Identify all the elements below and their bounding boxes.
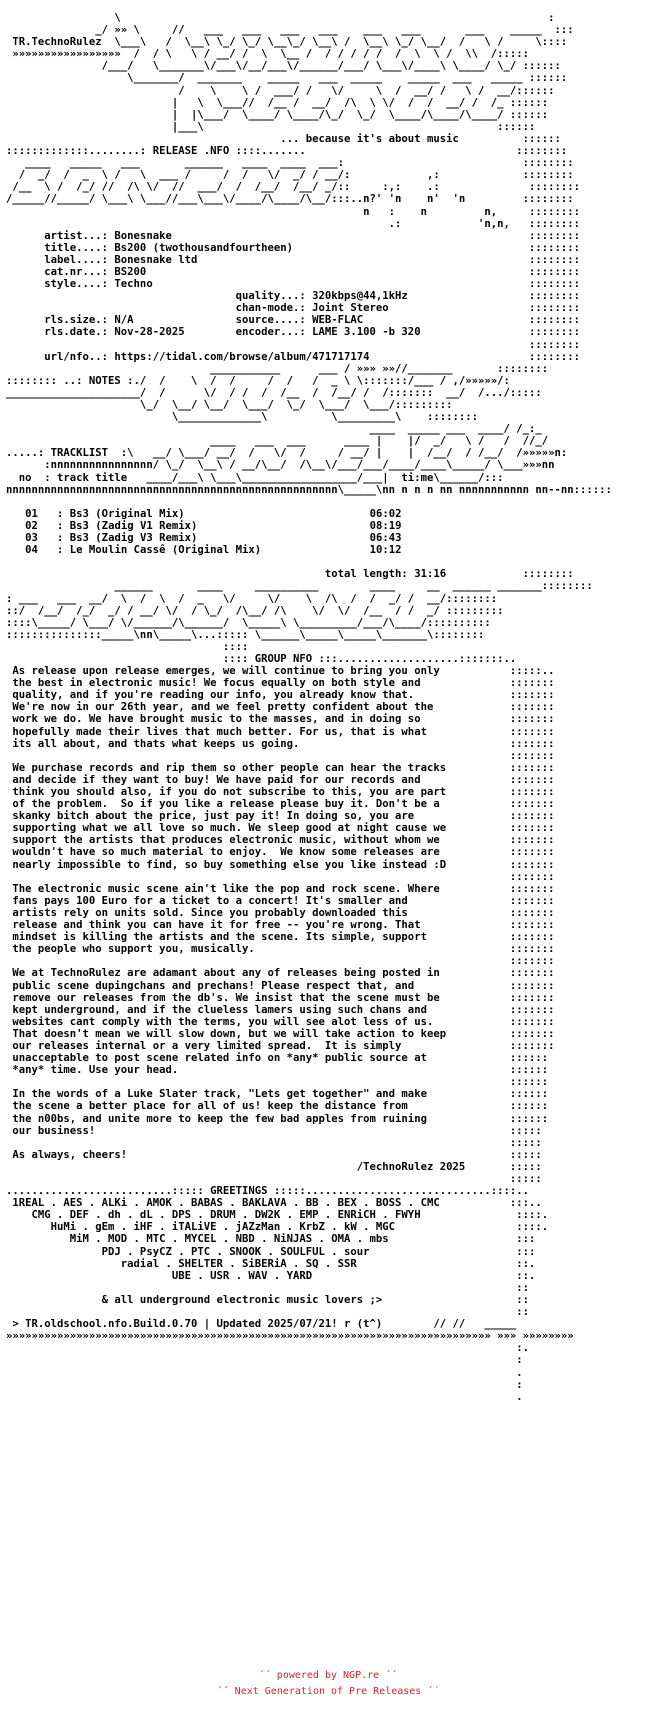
group-logo: ______ ____ __________ ____ __ ______ _______:::::::: : ___ ___ __/ \ / \ / _ \/ \/ \ /\ / / _/ / __/:::::::: ::/ /__/ /_/ _/ / __/ \/ / \_/ /\__/ /\ \/ \/ /__ / / _/ ::::::::: ::::\_____/ \___/ \/______/\______/ \_____\ \_________/___/\____/:::::::::: :::::::::::::::_____\nn\_____\...::::: \______\_____\_____\_______\:::::::: ::::	[6, 580, 593, 653]
track-title: Bs3 (Original Mix)	[69, 507, 185, 520]
track-title: Le Moulin Cassê (Original Mix)	[69, 544, 262, 557]
track-number: 01	[25, 507, 38, 520]
track-row: 04 : Le Moulin Cassê (Original Mix) 10:12	[25, 544, 402, 557]
greetings-header: ..........................::::: GREETINGS :::::.............................::::..	[6, 1185, 529, 1198]
footer-tagline: ´´ Next Generation of Pre Releases ´´	[216, 1686, 440, 1697]
track-time: 06:02	[369, 507, 402, 520]
track-title: Bs3 (Zadig V3 Remix)	[69, 532, 198, 545]
track-time: 06:43	[369, 532, 402, 545]
release-info-block: artist...: Bonesnake :::::::: title....: Bs200 (twothousandfourtheen) :::::::: label....: Bonesnake ltd :::::::: cat.nr...: BS200 :::::::: style....: Techno :::::::: quality...: 320kbps@44,1kHz :::::::: chan-mode.: Joint Stereo :::::::: rls.size.: N/A source....: WEB-FLAC :::::::: rls.date.: Nov-28-2025 encoder...: LAME 3.100 -b 320 :::::::: :::::::: url/nfo..: https://tidal.com/browse/album/471717174 ::::::::	[44, 229, 581, 363]
release-header: :::::::::::::........: RELEASE .NFO ::::....... ::::::::	[6, 145, 568, 158]
tagline: ... because it's about music ::::::	[6, 132, 561, 145]
top-logo: \ : _/ »» \ // ___ ___ ___ ___ ___ ___ ___ _____ ::: TR.TechnoRulez \___\ / \__\ \_/ \_/ \__\_/ \__\ / \__\ \_/ \__/ / \ / \:::: »»»»»»»»»»»»»»»»» / / \ \ / __/ / \ \__ / / / / / / / \ \ / \\ /::::: /___/ \_______\/___\/__/___\/______/___/ \___\/____\ \____/ \_/ :::::: \_______/ _______ _____ ___ _____ _____ ___ _____ :::::: / \ \ / ___/ / \/ \ / __/ / \ / __/:::::: | \ \___// /__ / __/ /\ \ \/ / / __/ / /_ :::::: | |\___/ \____/ \____/\_/ \_/ \____/\____/\____/ :::::: |___\ ::::::	[12, 12, 574, 133]
group-nfo-text: As release upon release emerges, we will continue to bring you only :::::.. the best in electronic music! We focus equally on both style and ::::::: quality, and if you're reading our info, you already know that. ::::::: We're now in our 26th year, and we feel pretty confident about the ::::::: work we do. We have brought music to the masses, and in doing so ::::::: hopefully made their lives that much better. For us, that is what ::::::: its all about, and thats what keeps us going. ::::::: ::::::: We purchase records and rip them so other people can hear the tracks ::::::: and decide if they want to buy! We have paid for our records and ::::::: think you should also, if you do not subscribe to this, you are part ::::::: of the problem. So if you like a release please buy it. Don't be a ::::::: skanky bitch about the price, just pay it! In doing so, you are ::::::: supporting what we all love so much. We sleep good at night cause we ::::::: support the artists that produces electronic music, without whom we ::::::: wouldn't have so much material to enjoy. We know some releases are ::::::: nearly impossible to find, so buy something else you like instead :D ::::::: ::::::: The electronic music scene ain't like the pop and rock scene. Where ::::::: fans pays 100 Euro for a ticket to a concert! It's smaller and ::::::: artists rely on units sold. Since you probably downloaded this ::::::: release and think you can have it for free -- you're wrong. That ::::::: mindset is killing the artists and the scene. Its simple, support ::::::: the people who support you, musically. ::::::: ::::::: We at TechnoRulez are adamant about any of releases being posted in ::::::: public scene dupingchans and prechans! Please respect that, and ::::::: remove our releases from the db's. We insist that the scene must be ::::::: kept underground, and if the clueless lamers using such chans and ::::::: websites cant comply with the terms, you will see alot less of us. ::::::: That doesn't mean we will slow down, but we will take action to keep ::::::: our releases internal or a very limited spread. It is simply ::::::: unacceptable to post scene related info on *any* public source at :::::: *any* time. Use your head. :::::: :::::: In the words of a Luke Slater track, "Lets get together" and make :::::: the scene a better place for all of us! keep the distance from :::::: the n00bs, and unite more to keep the few bad apples from ruining :::::: our business! ::::: ::::: As always, cheers! ::::: /TechnoRulez 2025 ::::: :::::	[12, 665, 555, 1185]
track-number: 04	[25, 544, 38, 557]
track-time: 08:19	[369, 519, 402, 532]
track-time: 10:12	[369, 544, 402, 557]
release-logo: ____ _____ ___ ______ ____ ____ ___: :::::::: / _/ / _ \ / \ ___ / / / \/ _/ / __/: ,: :::::::: /__ \ / /_/ // /\ \/ // ___/ / /__/ /__/ _/:: :,: .: :::::::: /_____//_____/ \___\ \___//___\___\/____/\____/\__/:::..n?' 'n n' 'n :::::::: n : n n, :::::::: .: 'n,n, ::::::::	[6, 157, 581, 230]
build-line: > TR.oldschool.nfo.Build.0.70 | Updated 2025/07/21! r (t^) // // _____ »»»»»»»»»»»»»»»»»»»»»»»»»»»»»»»»»»»»»»»»»»»»»»»»»»»»»»»»»»»»»»»»»»»»»»»»»»»» »»» »»»»»»»» :. : . : .	[6, 1318, 574, 1403]
footer	[0, 1668, 656, 1700]
track-row: 03 : Bs3 (Zadig V3 Remix) 06:43	[25, 532, 402, 545]
total-length: total length: 31:16 ::::::::	[6, 568, 574, 581]
greetings-text: 1REAL . AES . ALKi . AMOK . BABAS . BAKLAVA . BB . BEX . BOSS . CMC :::.. CMG . DEF . dh . dL . DPS . DRUM . DW2K . EMP . ENRiCH . FWYH ::::. HuMi . gEm . iHF . iTALiVE . jAZzMan . KrbZ . kW . MGC ::::. MiM . MOD . MTC . MYCEL . NBD . NiNJAS . OMA . mbs ::: PDJ . PsyCZ . PTC . SNOOK . SOULFUL . sour ::: radial . SHELTER . SiBERiA . SQ . SSR ::. UBE . USR . WAV . YARD ::. :: & all underground electronic music lovers ;> :: ::	[12, 1197, 549, 1319]
track-number: 03	[25, 532, 38, 545]
nfo-document	[6, 12, 612, 1403]
tracklist-rule: nnnnnnnnnnnnnnnnnnnnnnnnnnnnnnnnnnnnnnnnnnnnnnnnnnnn\_____\nn n n n nn nnnnnnnnnnn nn--nn::::::	[6, 483, 612, 496]
track-row: 01 : Bs3 (Original Mix) 06:02	[25, 507, 402, 520]
group-nfo-header: :::: GROUP NFO :::...................:::::::..	[6, 652, 517, 665]
track-title: Bs3 (Zadig V1 Remix)	[69, 519, 198, 532]
notes-logo: ___________ ___ / »»» »»//_______ :::::::: :::::::: ..: NOTES :./ / \ / / / / / _ \ \:::::::/___ / ,/»»»»»/: _____________________/ / \/ / / / /__ / /__/ / /::::::: __/ /.../::::: \_/ \__/ \__/ \___/ \_/ \___/ \___/::::::::: \_____________\ \_________\ ::::::::	[6, 362, 549, 424]
tracklist-logo: ____ _____ ___ ____/ /_:_ ____ ___ ___ ____ | |/ _/ \ / / //_/ .....: TRACKLIST :\ __/ \___/ __/ / \/ / / __/ | | /__/ / /__/ /»»»»»n: :nnnnnnnnnnnnnnnn/ \_/ \__\ / __/\__/ /\__\/___/___/____/____\_____/ \___»»»nn no : track title ____/___\ \___\__________________/___| ti:me\______/:::	[6, 423, 568, 484]
track-row: 02 : Bs3 (Zadig V1 Remix) 08:19	[25, 519, 402, 532]
track-number: 02	[25, 519, 38, 532]
powered-by-link[interactable]: ´´ powered by NGP.re ´´	[258, 1670, 398, 1681]
